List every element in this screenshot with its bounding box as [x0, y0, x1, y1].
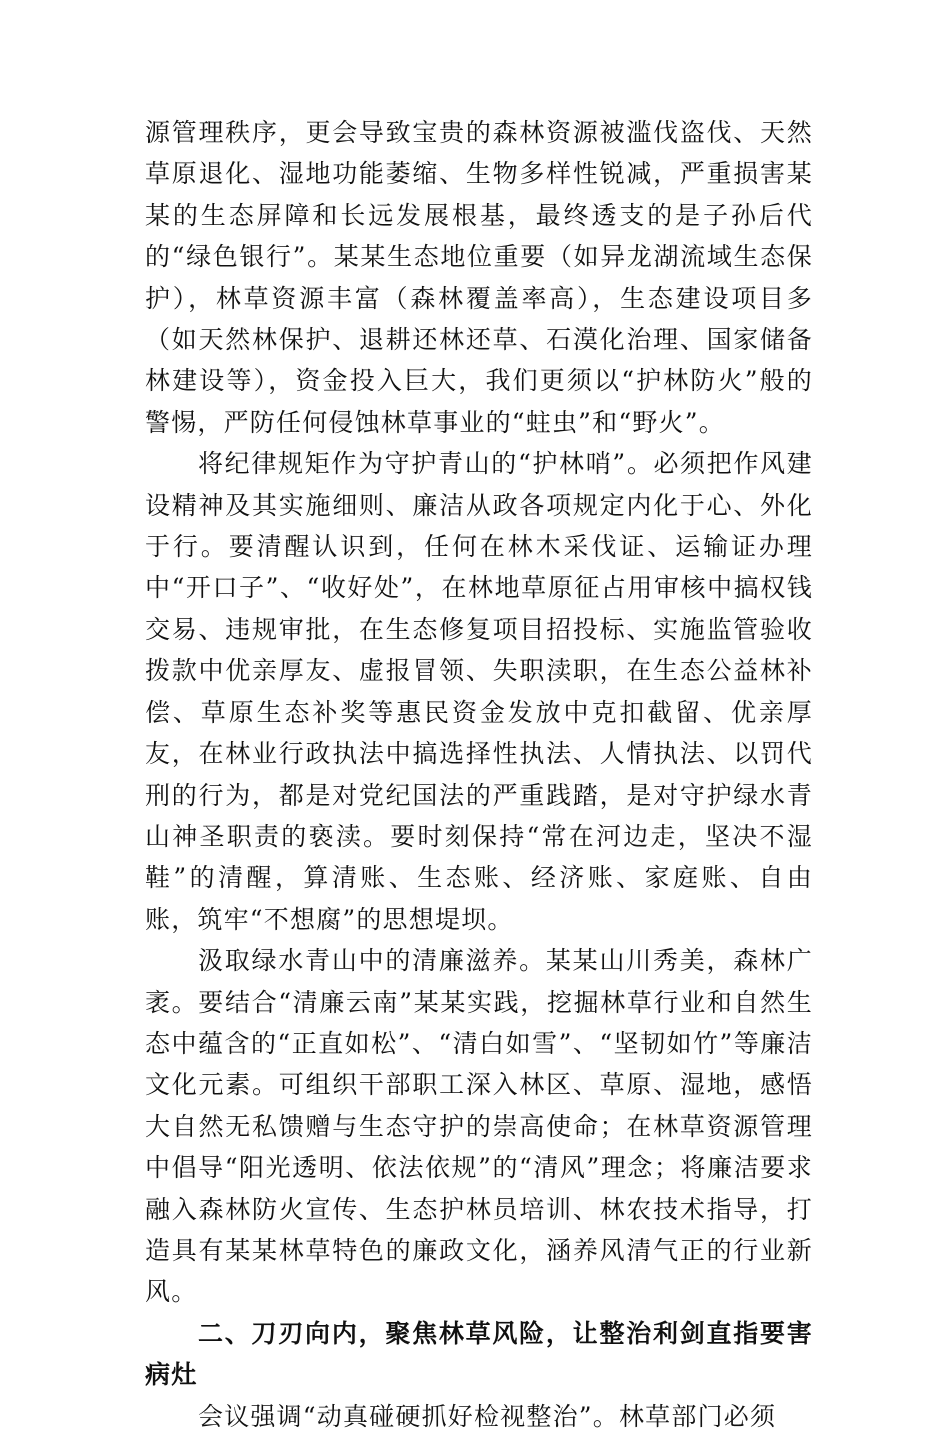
paragraph-discipline: 将纪律规矩作为守护青山的“护林哨”。必须把作风建设精神及其实施细则、廉洁从政各项规定内化于心、外化于行。要清醒认识到，任何在林木采伐证、运输证办理中“开口子”、“收好处”，在林地草原征占用审核中搞权钱交易、违规审批，在生态修复项目招投标、实施监管验收拨款中优亲厚友、虚报冒领、失职渎职，在生态公益林补偿、草原生态补奖等惠民资金发放中克扣截留、优亲厚友，在林业行政执法中搞选择性执法、人情执法、以罚代刑的行为，都是对党纪国法的严重践踏，是对守护绿水青山神圣职责的亵渎。要时刻保持“常在河边走，坚决不湿鞋”的清醒，算清账、生态账、经济账、家庭账、自由账，筑牢“不想腐”的思想堤坝。 [145, 449, 813, 934]
section-heading: 二、刀刃向内，聚焦林草风险，让整治利剑直指要害病灶 [145, 1318, 813, 1390]
paragraph-meeting: 会议强调“动真碰硬抓好检视整治”。林草部门必须 [198, 1401, 777, 1431]
paragraph-continuation: 源管理秩序，更会导致宝贵的森林资源被滥伐盗伐、天然草原退化、湿地功能萎缩、生物多样性锐减，严重损害某某的生态屏障和长远发展根基，最终透支的是子孙后代的“绿色银行”。某某生态地位重要（如异龙湖流域生态保护），林草资源丰富（森林覆盖率高），生态建设项目多（如天然林保护、退耕还林还草、石漠化治理、国家储备林建设等），资金投入巨大，我们更须以“护林防火”般的警惕，严防任何侵蚀林草事业的“蛀虫”和“野火”。 [145, 118, 813, 437]
paragraph-integrity-culture: 汲取绿水青山中的清廉滋养。某某山川秀美，森林广袤。要结合“清廉云南”某某实践，挖掘林草行业和自然生态中蕴含的“正直如松”、“清白如雪”、“坚韧如竹”等廉洁文化元素。可组织干部职工深入林区、草原、湿地，感悟大自然无私馈赠与生态守护的崇高使命；在林草资源管理中倡导“阳光透明、依法依规”的“清风”理念；将廉洁要求融入森林防火宣传、生态护林员培训、林农技术指导，打造具有某某林草特色的廉政文化，涵养风清气正的行业新风。 [145, 946, 813, 1307]
document-body [145, 112, 813, 1437]
